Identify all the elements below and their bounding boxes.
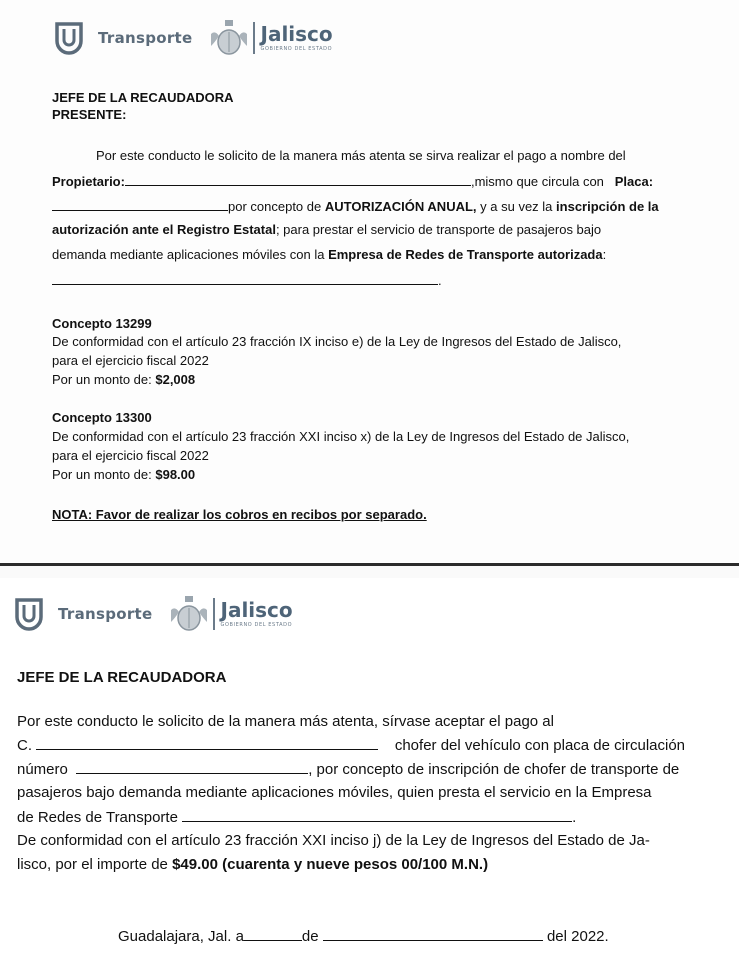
circula-text: ,mismo que circula con [470, 174, 604, 189]
concepto-1-monto-value: $2,008 [155, 372, 196, 387]
page-gap [0, 566, 739, 578]
para1-line5 [52, 247, 606, 263]
dia-field[interactable] [244, 926, 302, 941]
concepto-2-monto-value: $98.00 [155, 467, 196, 482]
jalisco-name: Jalisco [220, 598, 293, 622]
jalisco-subtitle: GOBIERNO DEL ESTADO [260, 46, 333, 52]
end-period: . [438, 273, 442, 288]
jalisco-wordmark [261, 24, 333, 52]
para1-line3 [52, 198, 659, 215]
para1-line1: Por este conducto le solicito de la manera más atenta se sirva realizar el pago a nombre del [96, 148, 626, 163]
concepto-2-line2: para el ejercicio fiscal 2022 [52, 448, 209, 463]
letter-2-line3 [17, 759, 679, 780]
jalisco-name: Jalisco [260, 22, 333, 46]
jalisco-seal-icon [169, 596, 209, 632]
redes-end: . [572, 809, 577, 826]
letter-2-line7 [17, 855, 488, 875]
autorizacion-ante: autorización ante el Registro Estatal [52, 222, 276, 237]
importe-value: $49.00 (cuarenta y nueve pesos 00/100 M.N.) [172, 856, 489, 873]
placa-numero-field[interactable] [76, 759, 308, 774]
de-label: de [301, 928, 319, 945]
nota: NOTA: Favor de realizar los cobros en recibos por separado. [52, 507, 427, 522]
lugar-text: Guadalajara, Jal. a [118, 928, 244, 945]
concepto-2-monto-label: Por un monto de: [52, 467, 152, 482]
placa-field[interactable] [52, 198, 228, 211]
letter-2-fecha [118, 926, 609, 947]
propietario-label: Propietario: [52, 174, 125, 189]
letter-2-line4: pasajeros bajo demanda mediante aplicaciones móviles, quien presta el servicio en la Empresa [17, 784, 652, 801]
para-prestar-text: ; para prestar el servicio de transporte de pasajeros bajo [275, 222, 602, 237]
y-su-vez-text: y a su vez la [480, 199, 553, 214]
concepto-2-monto [52, 467, 195, 483]
concepto-1-title: Concepto 13299 [52, 316, 152, 331]
lisco-text: lisco, por el importe de [17, 856, 168, 873]
concepto-1-line2: para el ejercicio fiscal 2022 [52, 353, 209, 368]
concepto-2-title: Concepto 13300 [52, 410, 152, 425]
jalisco-subtitle: GOBIERNO DEL ESTADO [220, 622, 293, 628]
concepto-2-line1: De conformidad con el artículo 23 fracción XXI inciso x) de la Ley de Ingresos del Estado de Jalisco, [52, 429, 630, 444]
empresa-redes: Empresa de Redes de Transporte autorizada [328, 247, 603, 262]
placa-label: Placa: [614, 174, 654, 189]
para1-line4 [52, 222, 601, 238]
letter-2-line6: De conformidad con el artículo 23 fracción XXI inciso j) de la Ley de Ingresos del Estado de Ja- [17, 832, 650, 849]
transporte-wordmark: Transporte [58, 605, 153, 623]
chofer-text: chofer del vehículo con placa de circulación [394, 737, 686, 754]
letter-2-line1: Por este conducto le solicito de la manera más atenta, sírvase aceptar el pago al [17, 713, 554, 730]
del-label: del 2022. [546, 928, 609, 945]
chofer-name-field[interactable] [36, 735, 378, 750]
concepto-1-monto [52, 372, 195, 388]
transporte-wordmark: Transporte [98, 29, 193, 47]
header-divider [253, 22, 255, 54]
numero-label: número [17, 761, 68, 778]
para1-line6 [52, 272, 442, 289]
letter-1-presente: PRESENTE: [52, 107, 127, 122]
header-divider [213, 598, 215, 630]
propietario-field[interactable] [125, 173, 471, 186]
empresa-colon: : [602, 247, 607, 262]
redes-text: de Redes de Transporte [17, 809, 178, 826]
inscripcion-de-la: inscripción de la [556, 199, 659, 214]
letter-2-line5 [17, 807, 576, 828]
mes-field[interactable] [323, 926, 543, 941]
concepto-1-monto-label: Por un monto de: [52, 372, 152, 387]
letter-2-line2 [17, 735, 685, 756]
concepto-1-line1: De conformidad con el artículo 23 fracción IX inciso e) de la Ley de Ingresos del Estado de Jalisco, [52, 334, 622, 349]
letter-2-header [14, 596, 293, 632]
jalisco-wordmark [221, 600, 293, 628]
letter-2 [0, 578, 739, 980]
para1-line2 [52, 173, 653, 190]
transporte-logo-icon [54, 21, 84, 55]
demanda-text: demanda mediante aplicaciones móviles con la [52, 247, 325, 262]
jalisco-seal-icon [209, 20, 249, 56]
letter-1-addressee: JEFE DE LA RECAUDADORA [52, 90, 234, 105]
empresa-field[interactable] [52, 272, 438, 285]
por-concepto-text: por concepto de [228, 199, 322, 214]
letter-2-addressee: JEFE DE LA RECAUDADORA [17, 669, 227, 686]
por-concepto-text-2: , por concepto de inscripción de chofer de transporte de [308, 761, 680, 778]
c-label: C. [17, 737, 32, 754]
autorizacion-anual: AUTORIZACIÓN ANUAL, [324, 199, 477, 214]
transporte-logo-icon [14, 597, 44, 631]
empresa-field-2[interactable] [182, 807, 572, 822]
letter-1-header [54, 20, 333, 56]
